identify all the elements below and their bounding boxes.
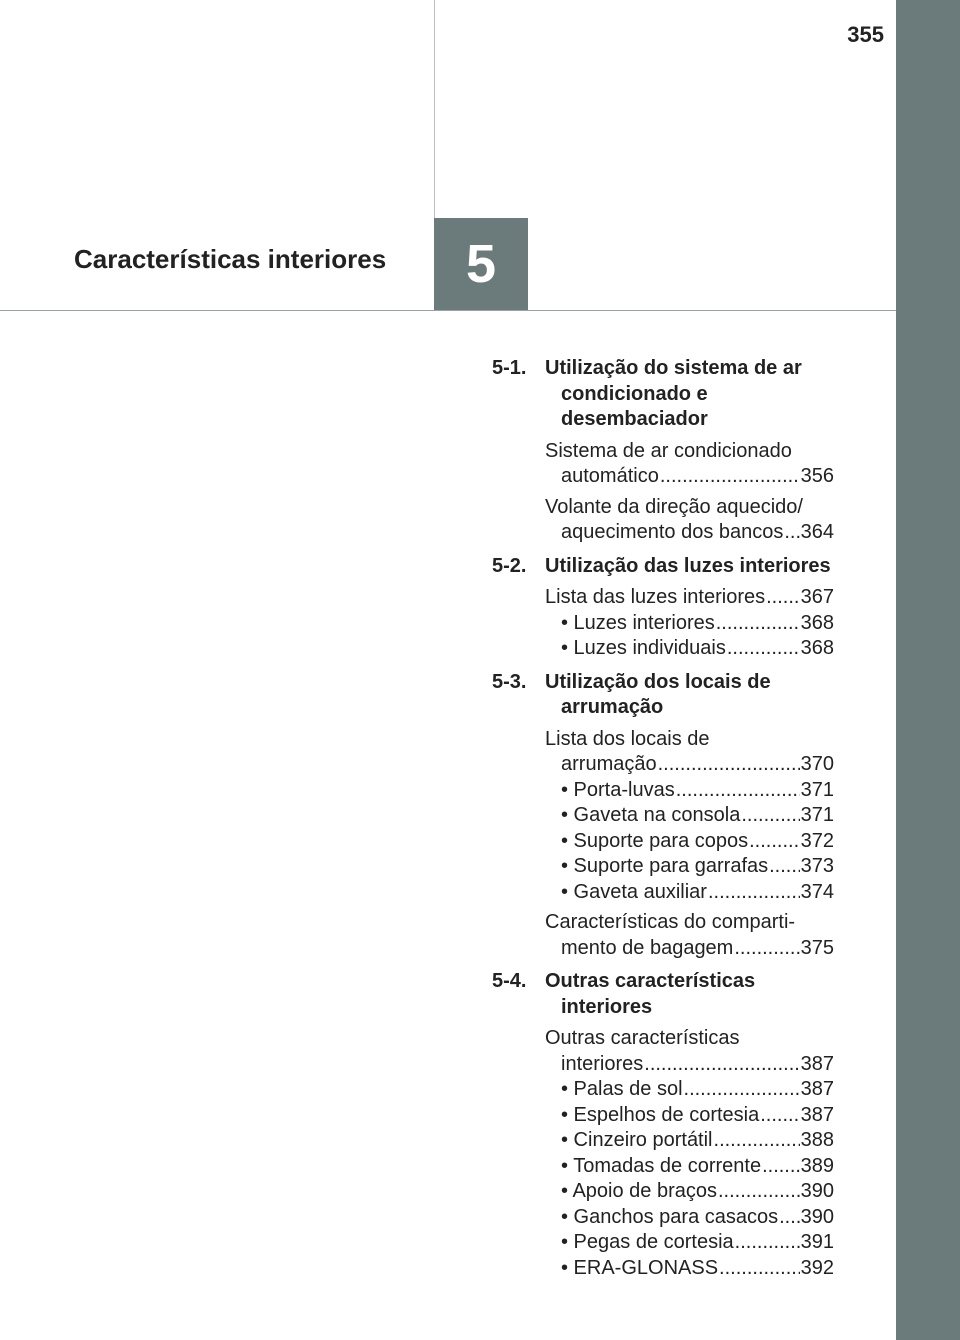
toc-dot-leader: [766, 585, 800, 611]
toc-entry-link[interactable]: [545, 1052, 834, 1078]
toc-entry: [545, 585, 834, 662]
toc-subentry-link[interactable]: [545, 1154, 834, 1180]
toc-entry-label: automático: [561, 465, 659, 487]
toc-entry-text: Lista dos locais de: [545, 727, 710, 750]
toc-page-number: 367: [800, 586, 834, 608]
toc-page-number: 368: [800, 611, 834, 634]
toc-subentry-link[interactable]: [545, 1205, 834, 1231]
toc-dot-leader: [749, 829, 800, 855]
table-of-contents: [492, 356, 834, 1289]
toc-dot-leader: [658, 752, 800, 778]
toc-subentry-link[interactable]: [545, 880, 834, 906]
toc-dot-leader: [714, 1128, 800, 1154]
toc-entries: [545, 439, 834, 546]
toc-entry-link[interactable]: [545, 464, 834, 490]
toc-entry-link[interactable]: [545, 936, 834, 962]
toc-entry: [545, 1026, 834, 1281]
toc-page-number: 390: [800, 1180, 834, 1202]
toc-section-heading: [492, 554, 834, 580]
header-divider-horizontal: [0, 310, 896, 311]
toc-entry-label: • Luzes individuais: [561, 637, 726, 659]
toc-subentry-link[interactable]: [545, 778, 834, 804]
toc-subentry-link[interactable]: [545, 829, 834, 855]
toc-page-number: 364: [800, 521, 834, 543]
toc-dot-leader: [676, 778, 800, 804]
toc-subentry-link[interactable]: [545, 854, 834, 880]
toc-section-number: 5-1.: [492, 357, 527, 379]
toc-entry-label: • Luzes interiores: [561, 611, 715, 634]
toc-entry-label: mento de bagagem: [561, 936, 734, 959]
toc-section-title: Utilização das luzes interiores: [545, 554, 831, 577]
toc-page-number: 375: [800, 936, 834, 959]
toc-entry-text: Características do comparti-: [545, 911, 796, 933]
toc-page-number: 389: [800, 1154, 834, 1177]
toc-page-number: 370: [800, 753, 834, 775]
toc-section-heading: [492, 969, 834, 1020]
toc-page-number: 371: [800, 804, 834, 826]
toc-entry-label: arrumação: [561, 753, 657, 775]
toc-subentry-link[interactable]: [545, 1128, 834, 1154]
toc-section: [492, 356, 834, 546]
toc-entry-text: Outras características: [545, 1027, 740, 1049]
toc-page-number: 391: [800, 1231, 834, 1253]
toc-dot-leader: [719, 1256, 800, 1282]
toc-section-title: Utilização do sistema de ar condicionado e desembaciador: [545, 357, 802, 430]
toc-subentry-link[interactable]: [545, 1230, 834, 1256]
toc-dot-leader: [735, 1230, 800, 1256]
toc-dot-leader: [644, 1052, 799, 1078]
toc-page-number: 388: [800, 1129, 834, 1151]
toc-section: [492, 969, 834, 1281]
toc-entry-label: • Pegas de cortesia: [561, 1231, 734, 1253]
toc-entry-link[interactable]: [545, 752, 834, 778]
toc-entry-label: • Apoio de braços: [561, 1180, 717, 1202]
toc-section-title: Utilização dos locais de arrumação: [545, 670, 771, 718]
toc-section-number: 5-4.: [492, 970, 527, 992]
toc-entry: [545, 495, 834, 546]
toc-entry-label: • Suporte para copos: [561, 829, 749, 852]
toc-entry: [545, 727, 834, 906]
toc-page-number: 372: [800, 829, 834, 852]
toc-dot-leader: [660, 464, 800, 490]
toc-subentry-link[interactable]: [545, 611, 834, 637]
chapter-number-box: 5: [434, 218, 528, 310]
toc-section: [492, 554, 834, 662]
toc-subentry-link[interactable]: [545, 1256, 834, 1282]
toc-entry-text: Sistema de ar condicionado: [545, 439, 792, 462]
toc-dot-leader: [741, 803, 799, 829]
toc-entry-label: • Palas de sol: [561, 1078, 683, 1100]
toc-section-heading: [492, 356, 834, 433]
toc-entry-label: Lista das luzes interiores: [545, 586, 766, 608]
toc-page-number: 390: [800, 1205, 834, 1228]
page-number: 355: [847, 22, 884, 47]
toc-page-number: 373: [800, 855, 834, 877]
toc-entries: [545, 1026, 834, 1281]
toc-entry: [545, 910, 834, 961]
toc-entry-label: • Gaveta na consola: [561, 804, 741, 826]
toc-entry-label: aquecimento dos bancos: [561, 521, 784, 543]
toc-page-number: 387: [800, 1052, 834, 1075]
toc-entries: [545, 585, 834, 662]
toc-dot-leader: [727, 636, 800, 662]
toc-entry-link[interactable]: [545, 520, 834, 546]
toc-page-number: 392: [800, 1256, 834, 1279]
toc-entry-label: • Tomadas de corrente: [561, 1154, 762, 1177]
toc-entry-label: • Gaveta auxiliar: [561, 880, 707, 903]
toc-dot-leader: [716, 611, 800, 637]
toc-subentry-link[interactable]: [545, 636, 834, 662]
toc-subentry-link[interactable]: [545, 1103, 834, 1129]
toc-section-number: 5-3.: [492, 670, 527, 693]
chapter-side-tab: [896, 0, 960, 1340]
toc-entry-label: • Suporte para garrafas: [561, 855, 769, 877]
toc-dot-leader: [684, 1077, 800, 1103]
toc-dot-leader: [769, 854, 800, 880]
toc-dot-leader: [734, 936, 799, 962]
toc-section-number: 5-2.: [492, 554, 527, 577]
toc-entry-label: interiores: [561, 1052, 644, 1075]
toc-dot-leader: [718, 1179, 800, 1205]
toc-entry-label: • ERA-GLONASS: [561, 1256, 719, 1279]
toc-dot-leader: [762, 1154, 800, 1180]
toc-page-number: 387: [800, 1078, 834, 1100]
toc-entry-label: • Ganchos para casacos: [561, 1205, 779, 1228]
toc-page-number: 374: [800, 880, 834, 903]
header-divider-vertical: [434, 0, 435, 218]
toc-section-title: Outras características interiores: [545, 970, 756, 1018]
toc-dot-leader: [708, 880, 800, 906]
toc-dot-leader: [779, 1205, 800, 1231]
toc-entry: [545, 439, 834, 490]
toc-page-number: 368: [800, 637, 834, 659]
toc-dot-leader: [784, 520, 799, 546]
toc-page-number: 371: [800, 778, 834, 801]
toc-entry-label: • Porta-luvas: [561, 778, 675, 801]
toc-page-number: 387: [800, 1103, 834, 1126]
toc-dot-leader: [760, 1103, 799, 1129]
toc-entry-label: • Cinzeiro portátil: [561, 1129, 713, 1151]
toc-entry-link[interactable]: [545, 585, 834, 611]
toc-entry-label: • Espelhos de cortesia: [561, 1103, 760, 1126]
toc-entries: [545, 727, 834, 962]
toc-subentry-link[interactable]: [545, 1077, 834, 1103]
toc-subentry-link[interactable]: [545, 803, 834, 829]
toc-section-heading: [492, 670, 834, 721]
toc-page-number: 356: [800, 465, 834, 487]
toc-subentry-link[interactable]: [545, 1179, 834, 1205]
toc-section: [492, 670, 834, 962]
toc-entry-text: Volante da direção aquecido/: [545, 495, 803, 518]
chapter-title: Características interiores: [74, 244, 387, 274]
